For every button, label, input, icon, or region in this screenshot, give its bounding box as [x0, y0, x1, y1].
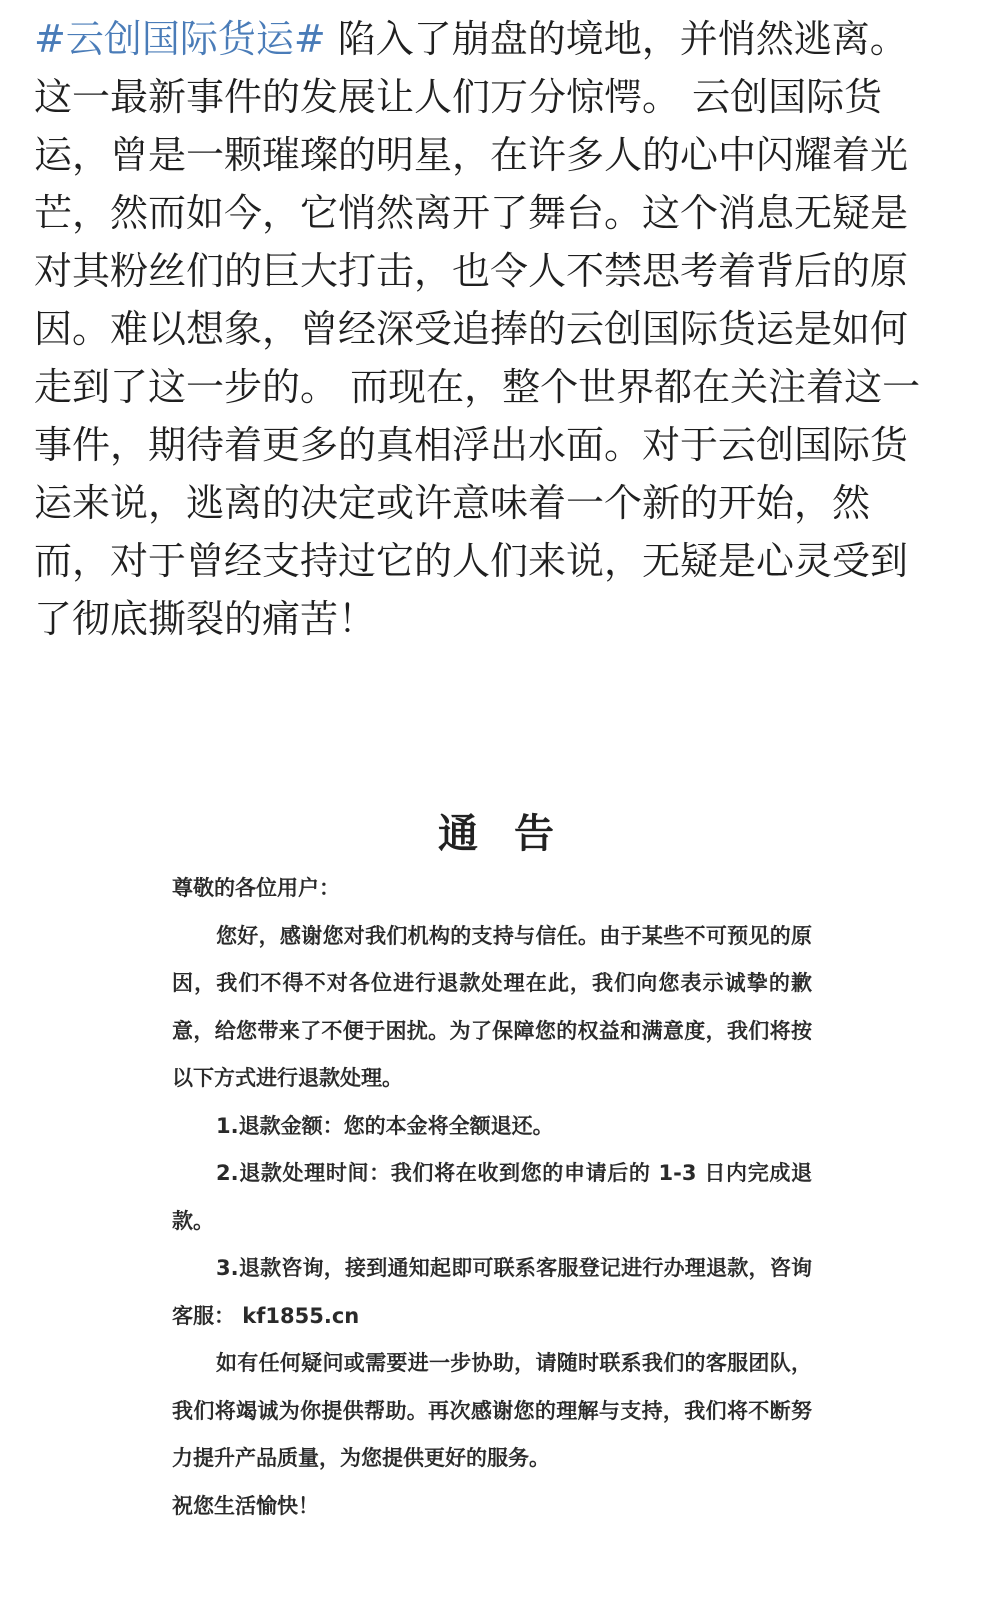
notice-greeting: 尊敬的各位用户： [172, 876, 340, 900]
post-body: 陷入了崩盘的境地，并悄然逃离。这一最新事件的发展让人们万分惊愕。 云创国际货运，曾是一颗璀璨的明星，在许多人的心中闪耀着光芒，然而如今，它悄然离开了舞台。这个消息无疑是对其粉丝们的巨大打击，也令人不禁思考着背后的原因。难以想象，曾经深受追捧的云创国际货运是如何走到了这一步的。 而现在，整个世界都在关注着这一事件，期待着更多的真相浮出水面。对于云创国际货运来说，逃离的决定或许意味着一个新的开始，然而，对于曾经支持过它的人们来说，无疑是心灵受到了彻底撕裂的痛苦！ [34, 17, 921, 641]
hashtag-link[interactable]: #云创国际货运# [34, 17, 326, 61]
notice-item-2: 2.退款处理时间：我们将在收到您的申请后的 1-3 日内完成退款。 [172, 1161, 812, 1233]
notice-closing: 祝您生活愉快！ [172, 1493, 319, 1518]
notice-title: 通告 [438, 810, 590, 857]
notice-body [172, 865, 812, 1530]
notice-item-1: 1.退款金额：您的本金将全额退还。 [216, 1113, 554, 1138]
notice-item-3: 3.退款咨询，接到通知起即可联系客服登记进行办理退款，咨询客服： kf1855.cn [172, 1256, 812, 1328]
post-text [34, 10, 940, 648]
notice-paragraph-1: 您好，感谢您对我们机构的支持与信任。由于某些不可预见的原因，我们不得不对各位进行退款处理在此，我们向您表示诚挚的歉意，给您带来了不便于困扰。为了保障您的权益和满意度，我们将按以下方式进行退款处理。 [172, 923, 812, 1090]
notice-image[interactable] [0, 760, 992, 1599]
notice-paragraph-2: 如有任何疑问或需要进一步协助，请随时联系我们的客服团队，我们将竭诚为你提供帮助。再次感谢您的理解与支持，我们将不断努力提升产品质量，为您提供更好的服务。 [172, 1351, 812, 1470]
